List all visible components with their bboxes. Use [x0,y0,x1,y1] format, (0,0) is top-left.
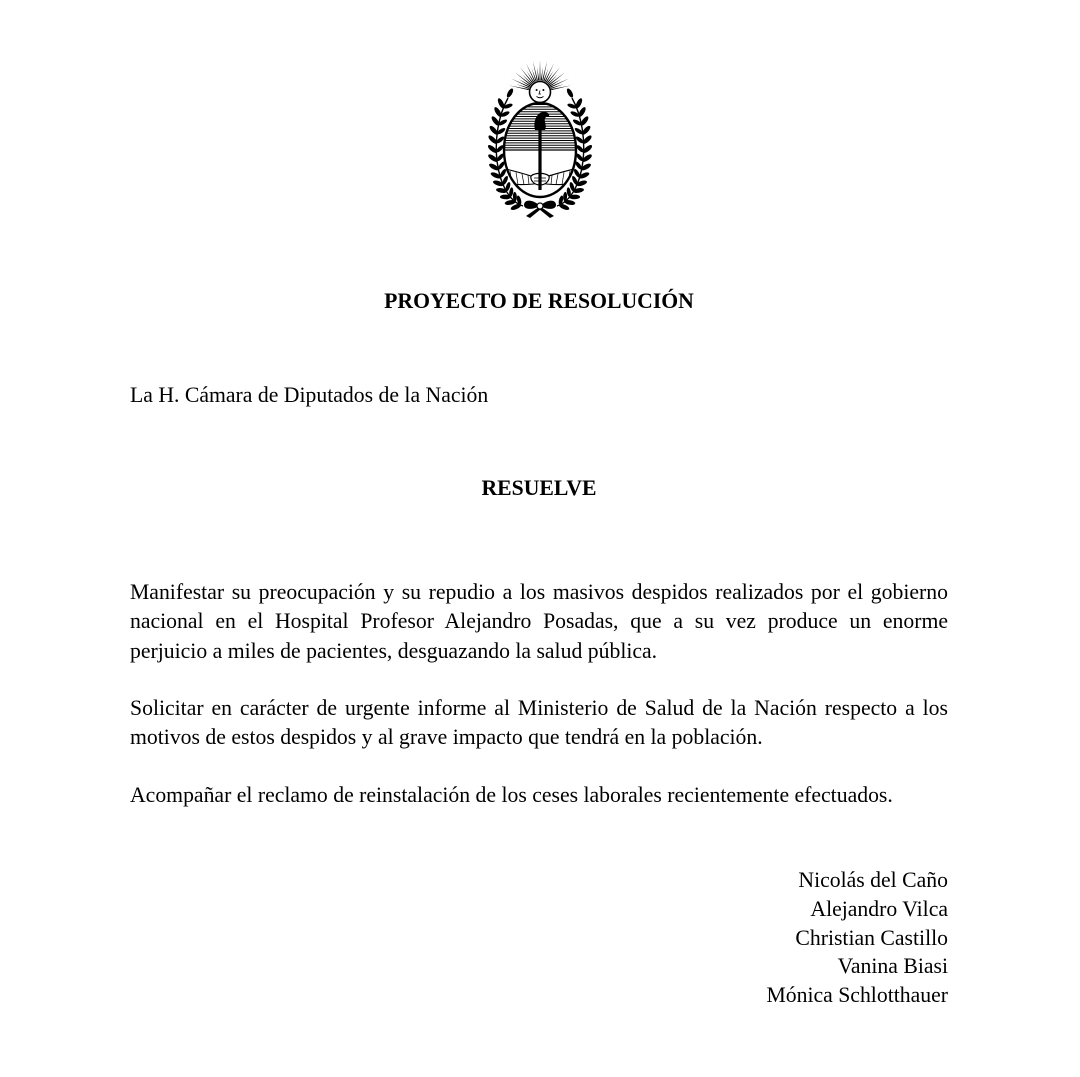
resolution-article-2 [130,694,948,753]
sun-ray [511,78,530,87]
paragraph-line: perjuicio a miles de pacientes, desguazando la salud pública. [130,638,658,663]
signatory-name: Christian Castillo [795,925,948,950]
laurel-leaf [506,88,515,99]
signatory-name: Vanina Biasi [837,954,948,979]
paragraph-line: nacional en el Hospital Profesor Alejandro Posadas, que a su vez produce un enorme [130,609,948,634]
sun-face [530,82,551,103]
paragraph-line: Manifestar su preocupación y su repudio a los masivos despidos realizados por el gobierno [130,580,948,604]
resolution-article-3 [130,781,948,810]
signatory-name: Alejandro Vilca [810,896,948,921]
paragraph-line: motivos de estos despidos y al grave impacto que tendrá en la población. [130,725,763,750]
resolve-heading: RESUELVE [481,476,597,500]
sun-ray [541,67,543,80]
signatories-list [130,866,948,1010]
signatory-name: Mónica Schlotthauer [766,983,948,1008]
laurel-leaf [566,88,575,99]
sun-of-may-icon [509,60,572,103]
chamber-line: La H. Cámara de Diputados de la Nación [130,383,489,407]
paragraph-line: Acompañar el reclamo de reinstalación de los ceses laborales recientemente efectuados. [130,783,893,807]
resolution-article-1 [130,578,948,666]
ribbon-knot [537,203,543,209]
sun-ray [539,60,540,81]
sun-ray [537,67,539,80]
ribbon-bow [524,201,556,218]
document-title: PROYECTO DE RESOLUCIÓN [384,289,694,313]
sun-eye [536,89,538,91]
sun-eye [542,89,544,91]
sun-ray [550,78,569,87]
coat-of-arms-icon [486,56,594,222]
signatory-name: Nicolás del Caño [798,868,948,892]
paragraph-line: Solicitar en carácter de urgente informe al Ministerio de Salud de la Nación respecto a los [130,696,948,720]
